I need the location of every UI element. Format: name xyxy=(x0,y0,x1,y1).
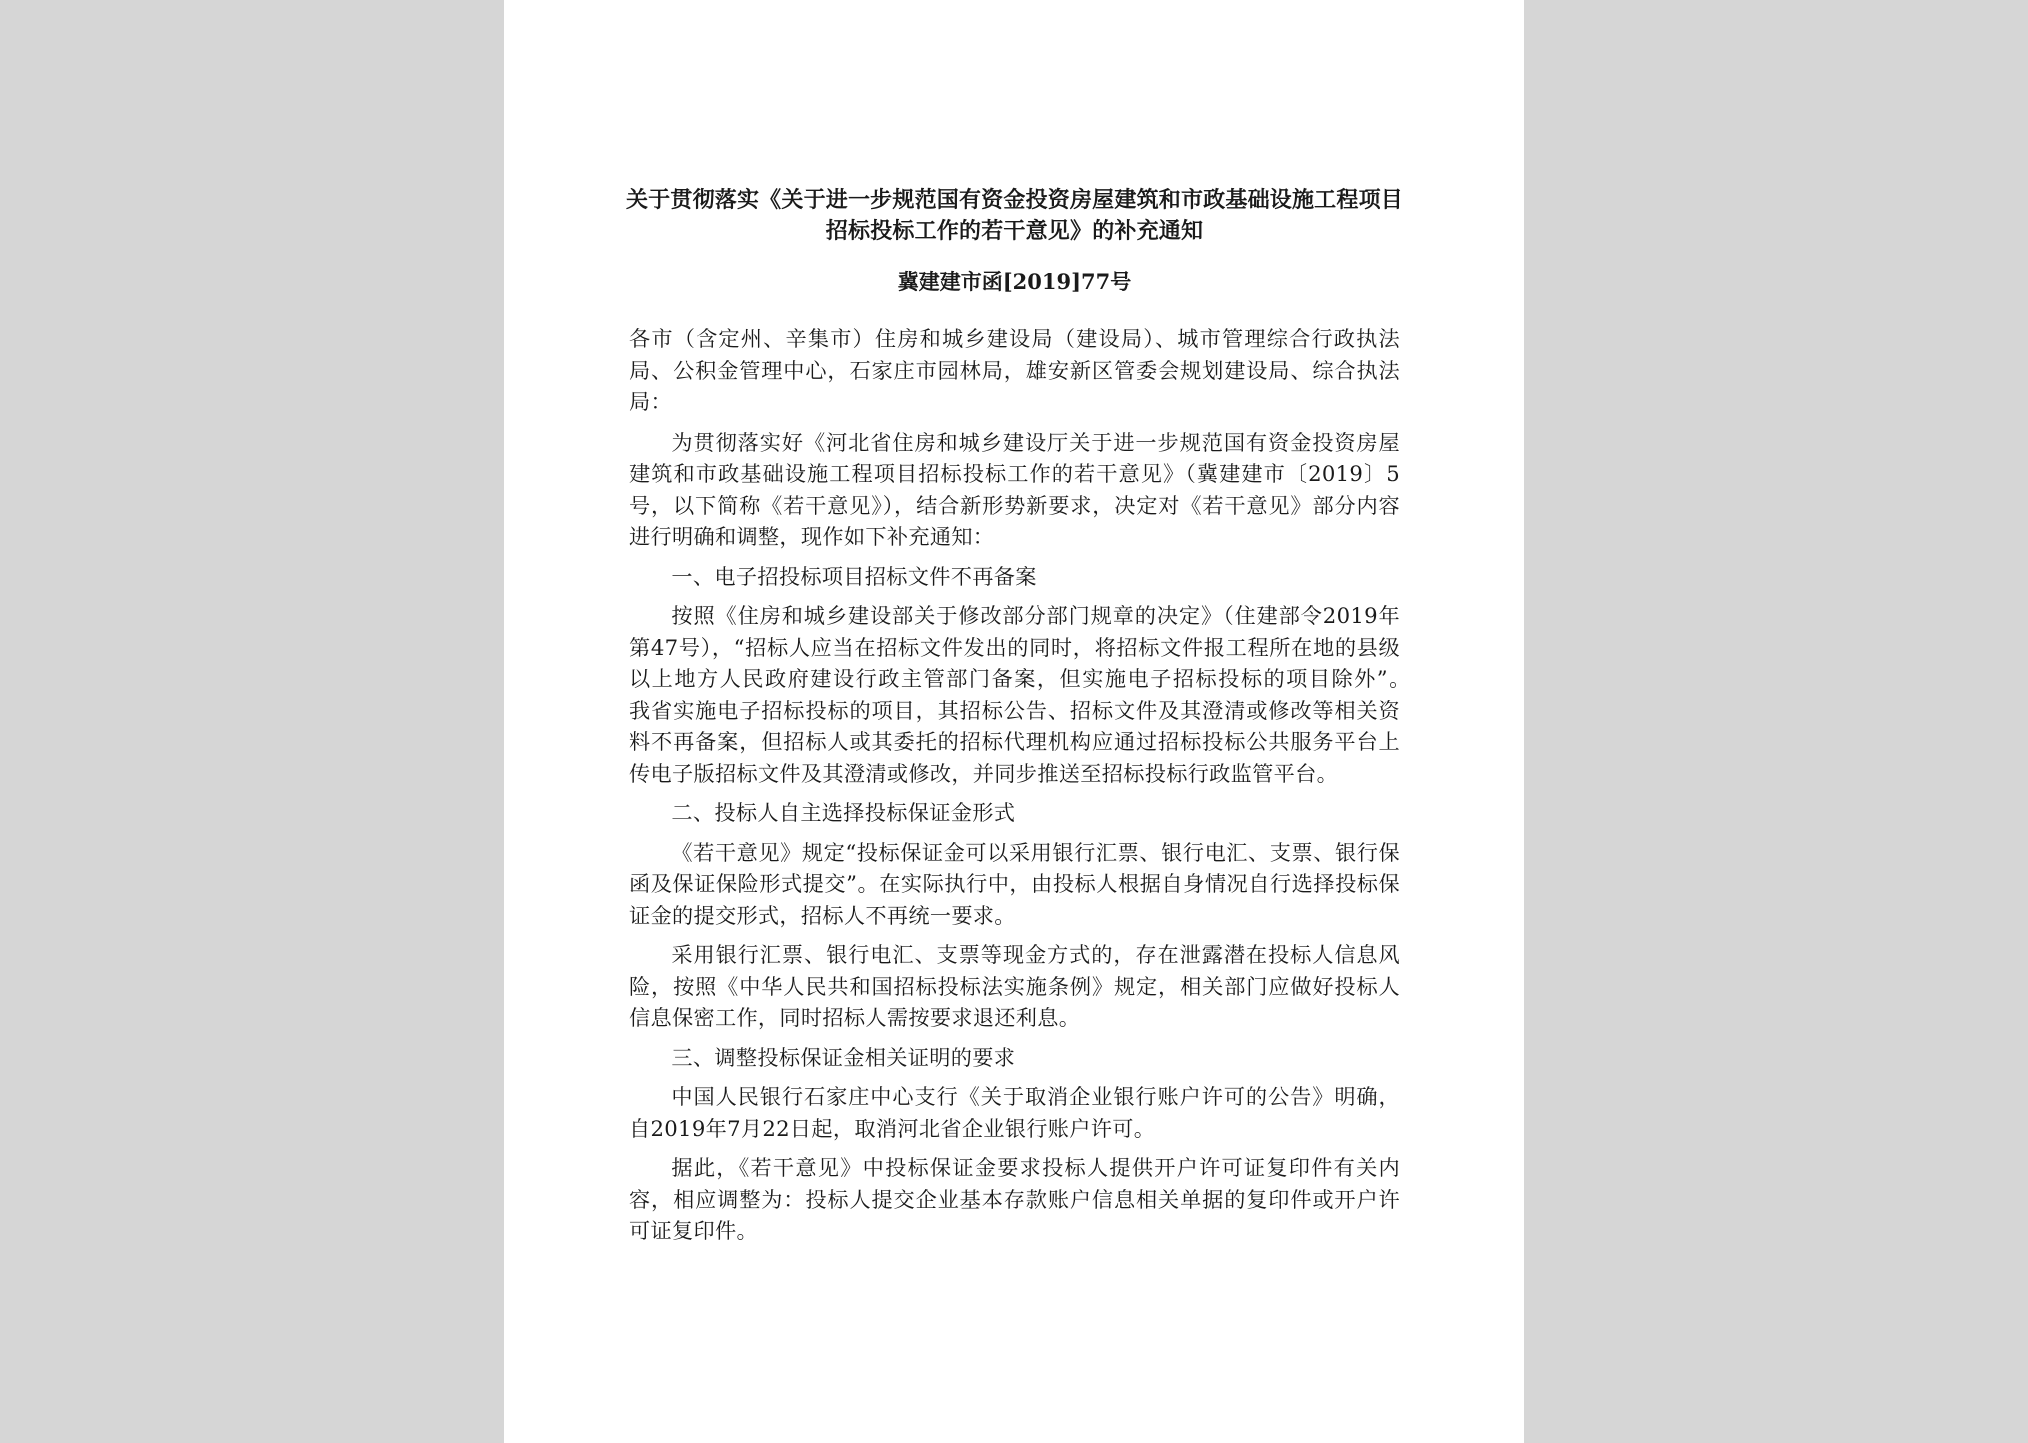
body-paragraph-section-1: 按照《住房和城乡建设部关于修改部分部门规章的决定》（住建部令2019年第47号），“招标人应当在招标文件发出的同时，将招标文件报工程所在地的县级以上地方人民政府建设行政主管部门备案，但实施电子招标投标的项目除外”。 我省实施电子招标投标的项目，其招标公告、招标文件及其澄清或修改等相关资料不再备案，但招标人或其委托的招标代理机构应通过招标投标公共服务平台上传电子版招标文件及其澄清或修改，并同步推送至招标投标行政监管平台。 xyxy=(629,603,1422,786)
addressee-paragraph: 各市（含定州、辛集市）住房和城乡建设局（建设局）、城市管理综合行政执法局、公积金管理中心，石家庄市园林局，雄安新区管委会规划建设局、综合执法局： xyxy=(629,326,1400,414)
section-heading-1: 一、电子招投标项目招标文件不再备案 xyxy=(671,563,1037,589)
body-paragraph-intro: 为贯彻落实好《河北省住房和城乡建设厅关于进一步规范国有资金投资房屋建筑和市政基础设施工程项目招标投标工作的若干意见》（冀建建市〔2019〕5号，以下简称《若干意见》），结合新形势新要求，决定对《若干意见》部分内容进行明确和调整，现作如下补充通知： xyxy=(629,429,1400,549)
document-number: 冀建建市函[2019]77号 xyxy=(897,269,1132,294)
body-paragraph-section-3b: 据此，《若干意见》中投标保证金要求投标人提供开户许可证复印件有关内容，相应调整为：投标人提交企业基本存款账户信息相关单据的复印件或开户许可证复印件。 xyxy=(629,1155,1400,1243)
body-paragraph-section-3a: 中国人民银行石家庄中心支行《关于取消企业银行账户许可的公告》明确，自2019年7月22日起，取消河北省企业银行账户许可。 xyxy=(629,1084,1400,1141)
body-paragraph-section-2b: 采用银行汇票、银行电汇、支票等现金方式的，存在泄露潜在投标人信息风险，按照《中华人民共和国招标投标法实施条例》规定，相关部门应做好投标人信息保密工作，同时招标人需按要求退还利息。 xyxy=(629,942,1400,1030)
section-heading-2: 二、投标人自主选择投标保证金形式 xyxy=(671,800,1016,825)
document-page xyxy=(504,0,1524,1443)
document-title: 关于贯彻落实《关于进一步规范国有资金投资房屋建筑和市政基础设施工程项目招标投标工作的若干意见》的补充通知 xyxy=(625,187,1403,244)
section-heading-3: 三、调整投标保证金相关证明的要求 xyxy=(671,1044,1016,1070)
body-paragraph-section-2a: 《若干意见》规定“投标保证金可以采用银行汇票、银行电汇、支票、银行保函及保证保险形式提交”。在实际执行中，由投标人根据自身情况自行选择投标保证金的提交形式，招标人不再统一要求。 xyxy=(629,839,1400,928)
